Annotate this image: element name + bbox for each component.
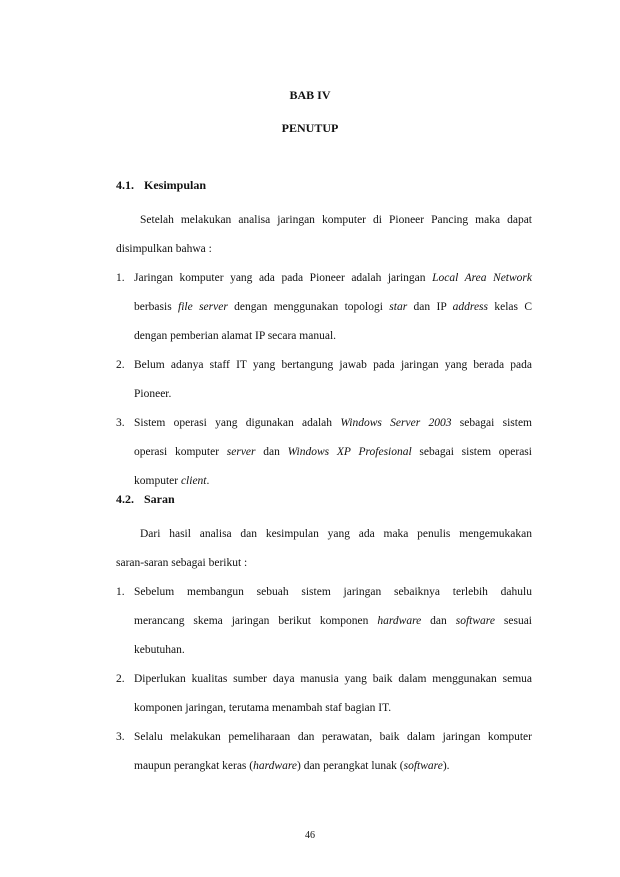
section-heading bbox=[116, 178, 206, 193]
text-segment: Selalu melakukan pemeliharaan dan perawatan, baik dalam jaringan komputer bbox=[134, 731, 532, 743]
text-segment: kebutuhan. bbox=[134, 644, 185, 656]
italic-term: hardware bbox=[377, 615, 422, 627]
text-line bbox=[134, 416, 532, 430]
list-marker: 3. bbox=[116, 731, 125, 743]
text-segment: berbasis bbox=[134, 301, 179, 313]
text-line bbox=[134, 387, 171, 401]
page-number: 46 bbox=[305, 830, 315, 841]
text-segment: sebagai sistem bbox=[451, 417, 532, 429]
text-segment: Pioneer. bbox=[134, 388, 172, 400]
section-heading bbox=[116, 492, 175, 507]
text-segment: sesuai bbox=[494, 615, 532, 627]
list-marker: 1. bbox=[116, 272, 125, 284]
text-line: saran-saran sebagai berikut : bbox=[116, 557, 248, 569]
list-marker: 3. bbox=[116, 417, 125, 429]
text-segment: maupun perangkat keras ( bbox=[134, 760, 254, 772]
chapter-label: BAB IV bbox=[289, 88, 331, 102]
text-line bbox=[134, 643, 185, 657]
text-line bbox=[134, 614, 532, 628]
italic-term: Windows Server 2003 bbox=[340, 417, 452, 429]
text-segment: dan IP bbox=[407, 301, 453, 313]
text-segment: komponen jaringan, terutama menambah staf bagian IT. bbox=[134, 702, 392, 714]
text-segment: Sebelum membangun sebuah sistem jaringan sebaiknya terlebih dahulu bbox=[134, 586, 532, 598]
italic-term: star bbox=[389, 301, 408, 313]
text-segment: dan bbox=[255, 446, 288, 458]
text-segment: Jaringan komputer yang ada pada Pioneer adalah jaringan bbox=[134, 272, 433, 284]
list-marker: 2. bbox=[116, 359, 125, 371]
text-segment: kelas C bbox=[488, 301, 532, 313]
text-line bbox=[134, 358, 532, 372]
section-number: 4.1. bbox=[116, 178, 134, 192]
text-line bbox=[134, 730, 532, 744]
section-title: Saran bbox=[144, 492, 175, 506]
italic-term: Local Area Network bbox=[432, 272, 532, 284]
text-line bbox=[134, 300, 532, 314]
italic-term: client bbox=[180, 475, 207, 487]
text-segment: dengan menggunakan topologi bbox=[227, 301, 390, 313]
text-line bbox=[134, 474, 209, 488]
italic-term: software bbox=[403, 760, 443, 772]
text-segment: . bbox=[206, 475, 210, 487]
section-number: 4.2. bbox=[116, 492, 134, 506]
italic-term: file server bbox=[178, 301, 228, 313]
list-marker: 1. bbox=[116, 586, 125, 598]
italic-term: address bbox=[452, 301, 488, 313]
italic-term: hardware bbox=[253, 760, 297, 772]
text-segment: operasi komputer bbox=[134, 446, 227, 458]
text-line: Setelah melakukan analisa jaringan komputer di Pioneer Pancing maka dapat bbox=[140, 214, 532, 226]
text-line: Dari hasil analisa dan kesimpulan yang ada maka penulis mengemukakan bbox=[140, 528, 532, 540]
text-line: disimpulkan bahwa : bbox=[116, 243, 212, 255]
text-segment: dengan pemberian alamat IP secara manual. bbox=[134, 330, 337, 342]
text-line bbox=[134, 329, 336, 343]
text-line bbox=[134, 672, 532, 686]
text-segment: ) dan perangkat lunak ( bbox=[296, 760, 404, 772]
text-segment: sebagai sistem operasi bbox=[411, 446, 532, 458]
text-segment: merancang skema jaringan berikut komponen bbox=[134, 615, 378, 627]
text-segment: Diperlukan kualitas sumber daya manusia yang baik dalam menggunakan semua bbox=[134, 673, 532, 685]
text-segment: ). bbox=[442, 760, 450, 772]
chapter-title: PENUTUP bbox=[281, 121, 339, 135]
italic-term: software bbox=[455, 615, 495, 627]
text-segment: Belum adanya staff IT yang bertangung jawab pada jaringan yang berada pada bbox=[134, 359, 532, 371]
text-line bbox=[134, 445, 532, 459]
text-segment: komputer bbox=[134, 475, 181, 487]
text-line bbox=[134, 271, 532, 285]
list-marker: 2. bbox=[116, 673, 125, 685]
text-line bbox=[134, 585, 532, 599]
italic-term: server bbox=[226, 446, 256, 458]
text-segment: Sistem operasi yang digunakan adalah bbox=[134, 417, 341, 429]
section-title: Kesimpulan bbox=[144, 178, 207, 192]
italic-term: Windows XP Profesional bbox=[287, 446, 412, 458]
text-segment: dan bbox=[421, 615, 456, 627]
text-line bbox=[134, 759, 450, 773]
text-line bbox=[134, 701, 391, 715]
